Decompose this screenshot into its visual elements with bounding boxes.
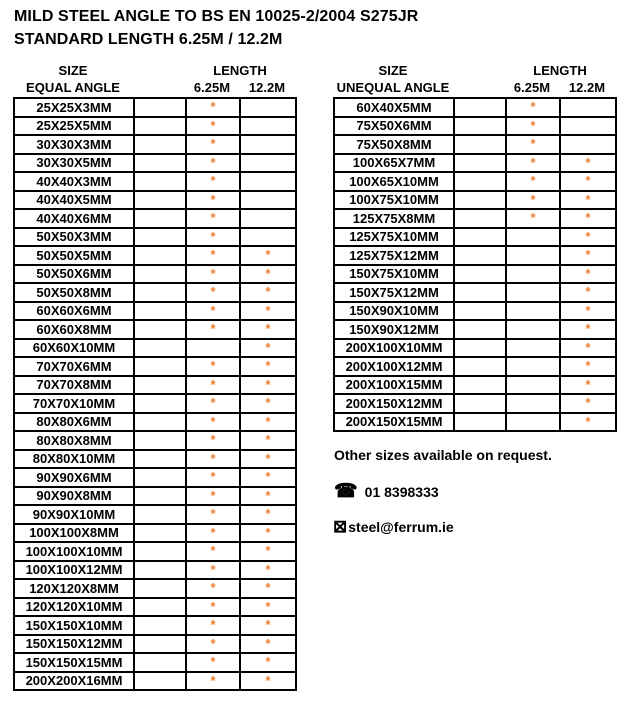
length-122m-cell: * [240, 394, 296, 413]
table-row [14, 542, 296, 561]
length-122m-cell: * [240, 487, 296, 506]
spacer-cell [134, 209, 186, 228]
length-625m-cell: * [186, 524, 240, 543]
length-625m-cell [506, 228, 560, 247]
spacer-cell [134, 320, 186, 339]
table-row [334, 302, 616, 321]
size-cell: 200X150X12MM [334, 394, 454, 413]
spacer-cell [454, 357, 506, 376]
table-row [14, 302, 296, 321]
spacer-cell [134, 598, 186, 617]
length-122m-cell [240, 172, 296, 191]
length-625m-cell: * [186, 468, 240, 487]
table-row [14, 413, 296, 432]
length-122m-cell: * [560, 172, 616, 191]
unequal-angle-header-row1 [333, 62, 617, 79]
spacer-cell [454, 209, 506, 228]
length-122m-cell [240, 154, 296, 173]
length-625m-cell: * [506, 154, 560, 173]
size-header: SIZE [378, 63, 408, 78]
size-cell: 125X75X10MM [334, 228, 454, 247]
length-625m-cell [506, 320, 560, 339]
length-122m-cell: * [240, 653, 296, 672]
length-122m-cell: * [240, 413, 296, 432]
length-625m-cell: * [506, 191, 560, 210]
table-row [334, 357, 616, 376]
spacer-cell [134, 635, 186, 654]
length-625m-cell: * [186, 598, 240, 617]
length-122m-cell [240, 117, 296, 136]
length-625m-cell: * [186, 672, 240, 691]
spacer-cell [134, 616, 186, 635]
spacer-cell [134, 302, 186, 321]
equal-angle-table [13, 97, 297, 691]
table-row [14, 487, 296, 506]
length-625m-cell: * [186, 413, 240, 432]
size-cell: 50X50X5MM [14, 246, 134, 265]
table-row [334, 413, 616, 432]
size-cell: 125X75X12MM [334, 246, 454, 265]
length-625m-cell: * [506, 117, 560, 136]
length-625m-cell: * [186, 653, 240, 672]
length-625m-cell: * [506, 135, 560, 154]
size-header: SIZE [58, 63, 88, 78]
size-cell: 70X70X10MM [14, 394, 134, 413]
equal-angle-section [13, 62, 297, 691]
length-625m-cell: * [186, 154, 240, 173]
size-cell: 40X40X6MM [14, 209, 134, 228]
spacer-cell [134, 376, 186, 395]
length-122m-cell [240, 228, 296, 247]
length-122m-cell: * [240, 616, 296, 635]
size-cell: 80X80X6MM [14, 413, 134, 432]
spacer-cell [134, 524, 186, 543]
length-625m-cell [506, 357, 560, 376]
size-cell: 100X100X8MM [14, 524, 134, 543]
size-cell: 100X75X10MM [334, 191, 454, 210]
table-row [14, 635, 296, 654]
length-122m-cell: * [240, 468, 296, 487]
unequal-angle-table [333, 97, 617, 432]
size-cell: 100X100X12MM [14, 561, 134, 580]
length-122m-cell: * [560, 394, 616, 413]
size-cell: 150X150X12MM [14, 635, 134, 654]
size-cell: 40X40X5MM [14, 191, 134, 210]
size-cell: 120X120X10MM [14, 598, 134, 617]
length-header: LENGTH [213, 63, 267, 78]
spacer-cell [134, 431, 186, 450]
column-625m-header: 6.25M [513, 80, 551, 95]
size-cell: 200X100X15MM [334, 376, 454, 395]
length-122m-cell: * [560, 376, 616, 395]
length-625m-cell: * [186, 394, 240, 413]
spacer-cell [454, 339, 506, 358]
table-row [14, 524, 296, 543]
table-row [14, 246, 296, 265]
table-row [334, 135, 616, 154]
title-line-2: STANDARD LENGTH 6.25M / 12.2M [14, 31, 283, 48]
spacer-cell [454, 302, 506, 321]
table-row [14, 191, 296, 210]
email-row [333, 519, 454, 535]
length-625m-cell [506, 265, 560, 284]
length-625m-cell: * [186, 635, 240, 654]
length-122m-cell [240, 209, 296, 228]
length-625m-cell [506, 302, 560, 321]
table-row [14, 98, 296, 117]
length-625m-cell: * [506, 172, 560, 191]
length-122m-cell: * [560, 413, 616, 432]
size-cell: 75X50X6MM [334, 117, 454, 136]
length-625m-cell [506, 339, 560, 358]
spacer-cell [134, 246, 186, 265]
length-122m-cell: * [240, 320, 296, 339]
length-625m-cell: * [186, 542, 240, 561]
length-122m-cell: * [240, 579, 296, 598]
length-122m-cell [240, 98, 296, 117]
table-row [14, 376, 296, 395]
table-row [334, 117, 616, 136]
size-cell: 125X75X8MM [334, 209, 454, 228]
table-row [14, 561, 296, 580]
length-625m-cell: * [186, 209, 240, 228]
length-625m-cell: * [186, 616, 240, 635]
length-header: LENGTH [533, 63, 587, 78]
size-cell: 25X25X3MM [14, 98, 134, 117]
spacer-cell [134, 172, 186, 191]
length-122m-cell [240, 191, 296, 210]
spacer-cell [134, 339, 186, 358]
spacer-cell [454, 283, 506, 302]
table-row [334, 172, 616, 191]
size-cell: 30X30X3MM [14, 135, 134, 154]
spacer-cell [454, 135, 506, 154]
spacer-cell [454, 265, 506, 284]
length-625m-cell: * [186, 376, 240, 395]
spacer-cell [134, 98, 186, 117]
length-122m-cell [560, 98, 616, 117]
column-122m-header: 12.2M [568, 80, 606, 95]
spacer-cell [134, 505, 186, 524]
table-row [14, 653, 296, 672]
other-sizes-note: Other sizes available on request. [334, 447, 552, 463]
size-cell: 50X50X3MM [14, 228, 134, 247]
length-625m-cell: * [186, 431, 240, 450]
length-625m-cell: * [186, 117, 240, 136]
table-row [334, 394, 616, 413]
table-row [334, 209, 616, 228]
table-row [334, 339, 616, 358]
size-cell: 100X65X7MM [334, 154, 454, 173]
size-cell: 25X25X5MM [14, 117, 134, 136]
spacer-cell [134, 468, 186, 487]
size-cell: 150X90X12MM [334, 320, 454, 339]
size-cell: 90X90X8MM [14, 487, 134, 506]
table-row [14, 598, 296, 617]
size-cell: 150X90X10MM [334, 302, 454, 321]
phone-icon: ☎ [334, 481, 358, 502]
document-title [14, 5, 418, 51]
size-cell: 70X70X8MM [14, 376, 134, 395]
size-cell: 200X200X16MM [14, 672, 134, 691]
table-row [14, 505, 296, 524]
table-row [334, 98, 616, 117]
spacer-cell [454, 172, 506, 191]
length-625m-cell [506, 376, 560, 395]
spacer-cell [454, 246, 506, 265]
length-122m-cell: * [560, 209, 616, 228]
spacer-cell [134, 228, 186, 247]
angle-type-header: UNEQUAL ANGLE [336, 80, 450, 95]
length-625m-cell: * [186, 487, 240, 506]
length-122m-cell: * [560, 228, 616, 247]
table-row [14, 135, 296, 154]
length-122m-cell: * [240, 376, 296, 395]
unequal-angle-header-row2 [333, 79, 617, 96]
spacer-cell [454, 228, 506, 247]
length-122m-cell: * [560, 265, 616, 284]
length-122m-cell: * [240, 542, 296, 561]
envelope-icon: ⊠ [333, 517, 348, 536]
length-122m-cell: * [560, 154, 616, 173]
length-122m-cell [560, 117, 616, 136]
length-625m-cell: * [186, 357, 240, 376]
length-625m-cell: * [186, 246, 240, 265]
table-row [334, 191, 616, 210]
length-122m-cell: * [560, 302, 616, 321]
table-row [334, 154, 616, 173]
table-row [14, 357, 296, 376]
length-122m-cell: * [560, 283, 616, 302]
table-row [14, 228, 296, 247]
length-122m-cell: * [240, 302, 296, 321]
phone-number: 01 8398333 [364, 484, 439, 500]
spacer-cell [134, 579, 186, 598]
size-cell: 70X70X6MM [14, 357, 134, 376]
size-cell: 100X65X10MM [334, 172, 454, 191]
table-row [14, 616, 296, 635]
size-cell: 150X150X10MM [14, 616, 134, 635]
spacer-cell [454, 320, 506, 339]
length-625m-cell: * [186, 320, 240, 339]
length-625m-cell: * [186, 135, 240, 154]
title-line-1: MILD STEEL ANGLE TO BS EN 10025-2/2004 S275JR [14, 8, 419, 25]
spacer-cell [134, 653, 186, 672]
length-122m-cell: * [240, 635, 296, 654]
table-row [14, 117, 296, 136]
length-122m-cell: * [560, 191, 616, 210]
length-122m-cell: * [240, 524, 296, 543]
spacer-cell [134, 117, 186, 136]
size-cell: 80X80X8MM [14, 431, 134, 450]
length-625m-cell: * [186, 228, 240, 247]
size-cell: 200X100X10MM [334, 339, 454, 358]
length-625m-cell: * [186, 302, 240, 321]
spacer-cell [134, 394, 186, 413]
length-625m-cell: * [506, 98, 560, 117]
length-625m-cell [506, 413, 560, 432]
length-122m-cell [560, 135, 616, 154]
length-122m-cell: * [240, 265, 296, 284]
phone-row [334, 481, 439, 502]
spacer-cell [134, 542, 186, 561]
table-row [14, 431, 296, 450]
length-625m-cell: * [186, 98, 240, 117]
column-625m-header: 6.25M [193, 80, 231, 95]
length-625m-cell: * [186, 561, 240, 580]
size-cell: 200X100X12MM [334, 357, 454, 376]
length-625m-cell [186, 339, 240, 358]
spacer-cell [134, 672, 186, 691]
size-cell: 60X60X6MM [14, 302, 134, 321]
table-row [334, 228, 616, 247]
unequal-angle-section [333, 62, 617, 432]
spacer-cell [134, 487, 186, 506]
length-122m-cell: * [240, 246, 296, 265]
size-cell: 90X90X6MM [14, 468, 134, 487]
spacer-cell [134, 283, 186, 302]
length-122m-cell: * [240, 450, 296, 469]
length-122m-cell: * [240, 561, 296, 580]
length-625m-cell: * [186, 450, 240, 469]
equal-angle-header-row1 [13, 62, 297, 79]
table-row [14, 339, 296, 358]
size-cell: 90X90X10MM [14, 505, 134, 524]
table-row [334, 376, 616, 395]
size-cell: 50X50X6MM [14, 265, 134, 284]
spacer-cell [134, 191, 186, 210]
size-cell: 150X75X12MM [334, 283, 454, 302]
table-row [14, 394, 296, 413]
length-625m-cell [506, 394, 560, 413]
table-row [14, 283, 296, 302]
length-122m-cell: * [240, 339, 296, 358]
spacer-cell [454, 394, 506, 413]
table-row [334, 320, 616, 339]
size-cell: 60X60X10MM [14, 339, 134, 358]
spacer-cell [454, 413, 506, 432]
table-row [14, 579, 296, 598]
length-122m-cell: * [560, 320, 616, 339]
spacer-cell [134, 154, 186, 173]
size-cell: 40X40X3MM [14, 172, 134, 191]
spacer-cell [454, 117, 506, 136]
spacer-cell [134, 413, 186, 432]
spacer-cell [134, 357, 186, 376]
table-row [334, 246, 616, 265]
angle-type-header: EQUAL ANGLE [26, 80, 120, 95]
length-625m-cell: * [186, 283, 240, 302]
table-row [14, 154, 296, 173]
spacer-cell [134, 135, 186, 154]
length-122m-cell: * [240, 357, 296, 376]
length-625m-cell [506, 283, 560, 302]
length-122m-cell: * [240, 283, 296, 302]
size-cell: 50X50X8MM [14, 283, 134, 302]
length-122m-cell: * [560, 339, 616, 358]
spacer-cell [134, 561, 186, 580]
length-625m-cell [506, 246, 560, 265]
table-row [14, 672, 296, 691]
spacer-cell [454, 191, 506, 210]
length-625m-cell: * [506, 209, 560, 228]
equal-angle-header-row2 [13, 79, 297, 96]
length-625m-cell: * [186, 265, 240, 284]
size-cell: 150X150X15MM [14, 653, 134, 672]
table-row [14, 468, 296, 487]
table-row [14, 209, 296, 228]
length-625m-cell: * [186, 579, 240, 598]
table-row [14, 265, 296, 284]
table-row [14, 172, 296, 191]
length-122m-cell: * [560, 357, 616, 376]
table-row [14, 450, 296, 469]
column-122m-header: 12.2M [248, 80, 286, 95]
length-122m-cell: * [560, 246, 616, 265]
spacer-cell [454, 376, 506, 395]
length-122m-cell: * [240, 672, 296, 691]
spacer-cell [454, 98, 506, 117]
size-cell: 100X100X10MM [14, 542, 134, 561]
size-cell: 60X40X5MM [334, 98, 454, 117]
table-row [334, 283, 616, 302]
length-122m-cell: * [240, 505, 296, 524]
size-cell: 75X50X8MM [334, 135, 454, 154]
length-625m-cell: * [186, 191, 240, 210]
size-cell: 30X30X5MM [14, 154, 134, 173]
table-row [14, 320, 296, 339]
email-address: steel@ferrum.ie [348, 519, 454, 535]
size-cell: 150X75X10MM [334, 265, 454, 284]
length-122m-cell: * [240, 598, 296, 617]
size-cell: 60X60X8MM [14, 320, 134, 339]
length-122m-cell [240, 135, 296, 154]
size-cell: 200X150X15MM [334, 413, 454, 432]
size-cell: 120X120X8MM [14, 579, 134, 598]
length-122m-cell: * [240, 431, 296, 450]
size-cell: 80X80X10MM [14, 450, 134, 469]
table-row [334, 265, 616, 284]
length-625m-cell: * [186, 172, 240, 191]
length-625m-cell: * [186, 505, 240, 524]
spacer-cell [134, 265, 186, 284]
spacer-cell [134, 450, 186, 469]
spacer-cell [454, 154, 506, 173]
